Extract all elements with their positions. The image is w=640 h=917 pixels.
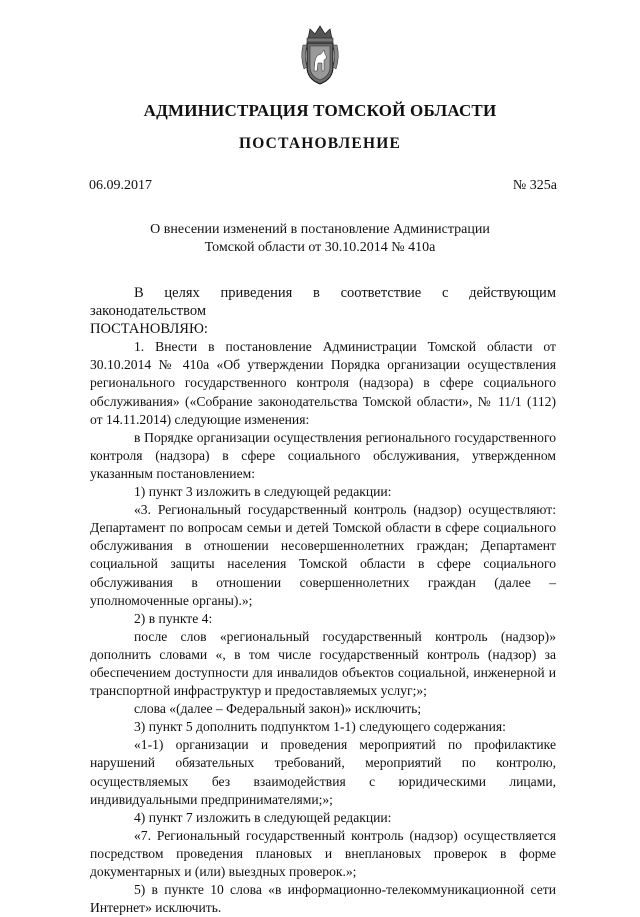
body-paragraph: 3) пункт 5 дополнить подпунктом 1-1) следующего содержания:: [134, 719, 506, 735]
body-paragraph: 2) в пункте 4:: [134, 610, 213, 626]
body-paragraph: 5) в пункте 10 слова «в информационно-телекоммуникационной сети Интернет» исключить.: [90, 882, 556, 916]
body-paragraph: слова «(далее – Федеральный закон)» исключить;: [134, 701, 422, 717]
decree-word: ПОСТАНОВЛЯЮ:: [90, 321, 208, 338]
body-paragraph: «3. Региональный государственный контроль (надзор) осуществляют: Департамент по вопросам семьи и детей Томской области в сфере социального обслуживания в отношении несовершеннолетних граждан; Департамент социальной защиты населения Томской области в сфере социального обслуживания в отношении совершеннолетних граждан (далее – уполномоченные органы).»;: [90, 502, 556, 608]
body-paragraph: «1-1) организации и проведения мероприятий по профилактике нарушений обязательных требований, мероприятий по контролю, осуществляемых без взаимодействия с юридическими лицами, индивидуальными предпринимателями;»;: [90, 737, 556, 807]
body-paragraph: 1) пункт 3 изложить в следующей редакции:: [134, 484, 392, 500]
body-paragraph: 1. Внести в постановление Администрации Томской области от 30.10.2014 № 410а «Об утверждении Порядка организации осуществления регионального государственного контроля (надзора) в сфере социального обслуживания» («Собрание законодательства Томской области», № 11/1 (112) от 14.11.2014) следующие изменения:: [90, 339, 556, 427]
document-subject: [150, 221, 490, 257]
body-paragraph: 4) пункт 7 изложить в следующей редакции:: [134, 809, 392, 825]
document-number: № 325а: [512, 178, 557, 193]
body-paragraph: «7. Региональный государственный контроль (надзор) осуществляется посредством проведения плановых и внеплановых проверок в форме документарных и (или) выездных проверок.»;: [90, 827, 556, 879]
document-date: 06.09.2017: [89, 178, 152, 193]
tomsk-coat-of-arms-icon: [298, 23, 342, 87]
document-type: ПОСТАНОВЛЕНИЕ: [238, 135, 402, 152]
body-paragraph: в Порядке организации осуществления регионального государственного контроля (надзора) в сфере социального обслуживания, утвержденном указанным постановлением:: [90, 429, 556, 481]
intro-paragraph: В целях приведения в соответствие с действующим законодательством: [90, 285, 556, 320]
subject-line: О внесении изменений в постановление Администрации: [150, 222, 490, 237]
body-paragraph: после слов «региональный государственный контроль (надзор)» дополнить словами «, в том числе государственный контроль (надзор) за обеспечением доступности для инвалидов объектов социальной, инженерной и транспортной инфраструктур и предоставляемых услуг;»;: [90, 628, 556, 699]
subject-line: Томской области от 30.10.2014 № 410а: [204, 240, 436, 255]
document-body: [90, 284, 556, 917]
organization-title: АДМИНИСТРАЦИЯ ТОМСКОЙ ОБЛАСТИ: [143, 101, 497, 120]
